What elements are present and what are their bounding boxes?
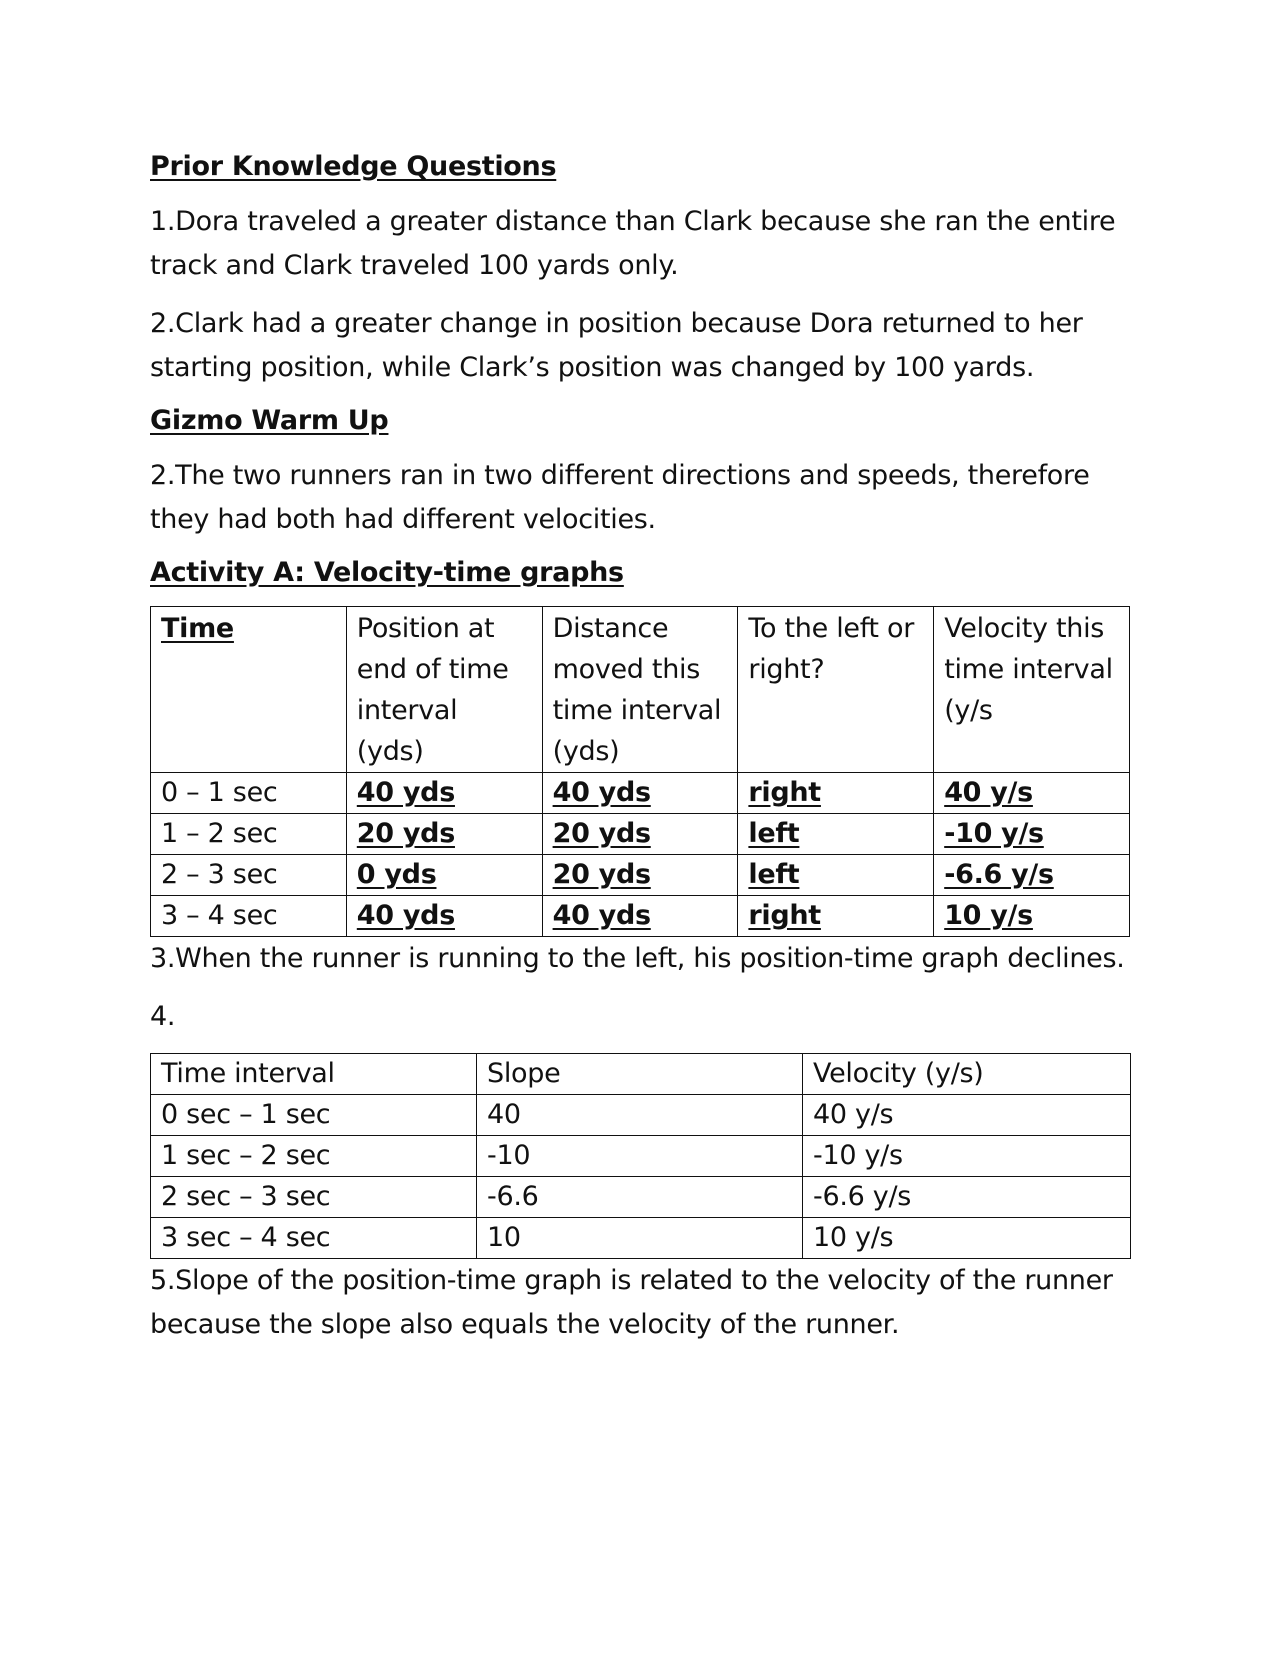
cell-time-interval: 2 sec – 3 sec (151, 1177, 477, 1218)
header-distance: Distance moved this time interval (yds) (542, 607, 738, 773)
table-row (151, 1177, 1131, 1218)
header-time-interval: Time interval (151, 1054, 477, 1095)
cell-slope: 10 (477, 1218, 803, 1259)
cell-distance: 20 yds (542, 855, 738, 896)
cell-velocity: -6.6 y/s (803, 1177, 1131, 1218)
cell-time-interval: 0 sec – 1 sec (151, 1095, 477, 1136)
answer-5: 5.Slope of the position-time graph is related to the velocity of the runner because the slope also equals the velocity of the runner. (150, 1265, 1113, 1340)
cell-velocity: 10 y/s (934, 896, 1130, 937)
cell-position: 40 yds (346, 896, 542, 937)
prior-knowledge-heading: Prior Knowledge Questions (150, 151, 557, 182)
header-slope: Slope (477, 1054, 803, 1095)
cell-position: 0 yds (346, 855, 542, 896)
gizmo-warm-up-heading: Gizmo Warm Up (150, 405, 389, 436)
slope-table (150, 1053, 1131, 1259)
table-header-row (151, 1054, 1131, 1095)
header-velocity: Velocity (y/s) (803, 1054, 1131, 1095)
header-direction: To the left or right? (738, 607, 934, 773)
table-row (151, 855, 1130, 896)
table-header-row (151, 607, 1130, 773)
cell-time: 3 – 4 sec (151, 896, 347, 937)
cell-velocity: 10 y/s (803, 1218, 1131, 1259)
velocity-table (150, 606, 1130, 937)
document-page (150, 150, 1130, 1361)
table-row (151, 896, 1130, 937)
cell-position: 40 yds (346, 773, 542, 814)
cell-direction: right (738, 773, 934, 814)
cell-velocity: -10 y/s (934, 814, 1130, 855)
cell-time: 2 – 3 sec (151, 855, 347, 896)
cell-direction: right (738, 896, 934, 937)
cell-direction: left (738, 814, 934, 855)
activity-a-heading: Activity A: Velocity-time graphs (150, 557, 624, 588)
cell-time: 0 – 1 sec (151, 773, 347, 814)
cell-slope: -10 (477, 1136, 803, 1177)
cell-position: 20 yds (346, 814, 542, 855)
cell-velocity: 40 y/s (934, 773, 1130, 814)
cell-slope: -6.6 (477, 1177, 803, 1218)
table-row (151, 1218, 1131, 1259)
answer-1: 1.Dora traveled a greater distance than Clark because she ran the entire track and Clark traveled 100 yards only. (150, 206, 1116, 281)
cell-velocity: -6.6 y/s (934, 855, 1130, 896)
cell-time: 1 – 2 sec (151, 814, 347, 855)
table-row (151, 1136, 1131, 1177)
cell-time-interval: 1 sec – 2 sec (151, 1136, 477, 1177)
cell-direction: left (738, 855, 934, 896)
header-velocity: Velocity this time interval (y/s (934, 607, 1130, 773)
cell-velocity: 40 y/s (803, 1095, 1131, 1136)
answer-4-label: 4. (150, 1001, 176, 1032)
cell-time-interval: 3 sec – 4 sec (151, 1218, 477, 1259)
table-row (151, 1095, 1131, 1136)
table-row (151, 773, 1130, 814)
answer-3: 3.When the runner is running to the left, his position-time graph declines. (150, 943, 1125, 974)
cell-velocity: -10 y/s (803, 1136, 1131, 1177)
header-time: Time (151, 607, 347, 773)
cell-distance: 40 yds (542, 773, 738, 814)
cell-distance: 20 yds (542, 814, 738, 855)
cell-slope: 40 (477, 1095, 803, 1136)
header-position: Position at end of time interval (yds) (346, 607, 542, 773)
warm-up-answer-2: 2.The two runners ran in two different directions and speeds, therefore they had both had different velocities. (150, 460, 1090, 535)
cell-distance: 40 yds (542, 896, 738, 937)
answer-2: 2.Clark had a greater change in position because Dora returned to her starting position, while Clark’s position was changed by 100 yards. (150, 308, 1083, 383)
table-row (151, 814, 1130, 855)
